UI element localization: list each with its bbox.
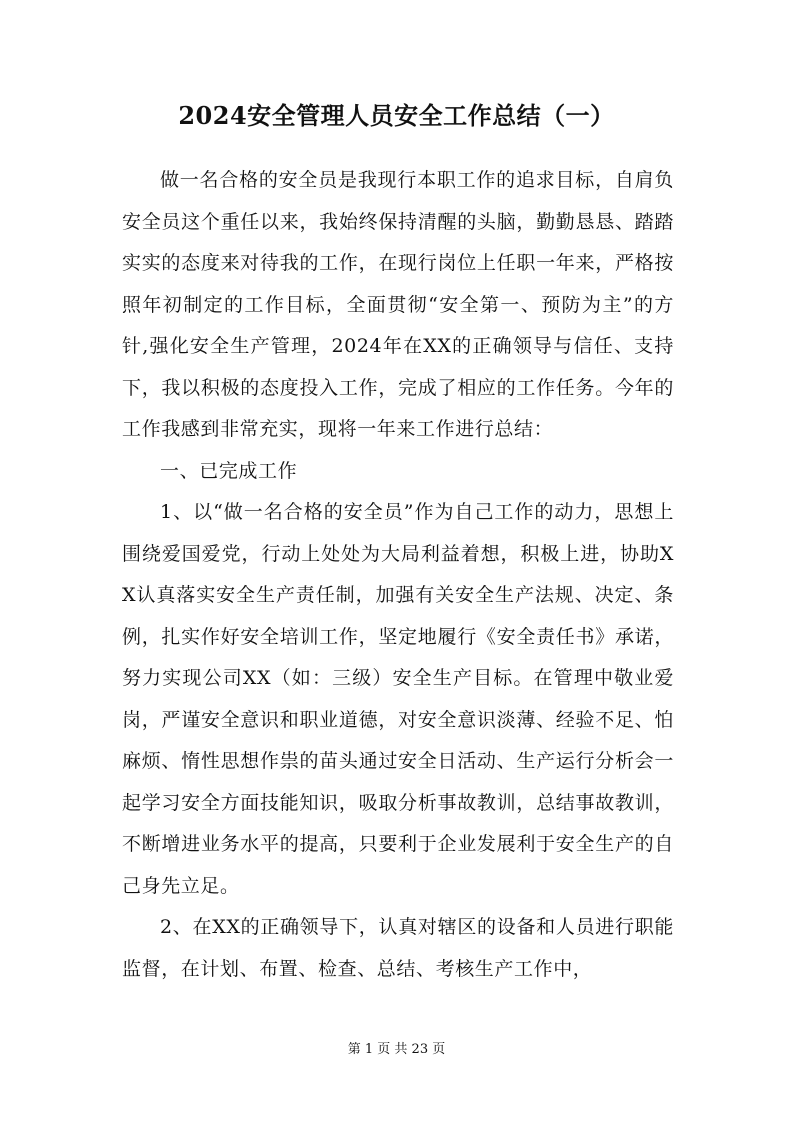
paragraph-intro: 做一名合格的安全员是我现行本职工作的追求目标，自肩负安全员这个重任以来，我始终保持清醒的头脑，勤勤恳恳、踏踏实实的态度来对待我的工作，在现行岗位上任职一年来，严格按照年初制定的工作目标，全面贯彻“安全第一、预防为主”的方针,强化安全生产管理，2024年在XX的正确领导与信任、支持下，我以积极的态度投入工作，完成了相应的工作任务。今年的工作我感到非常充实，现将一年来工作进行总结： — [122, 169, 674, 440]
document-body — [122, 160, 674, 990]
section-heading-completed-work: 一、已完成工作 — [160, 459, 298, 482]
page-number-footer: 第 1 页 共 23 页 — [347, 1042, 446, 1057]
paragraph-item-1: 1、以“做一名合格的安全员”作为自己工作的动力，思想上围绕爱国爱党，行动上处处为大局利益着想，积极上进，协助XX认真落实安全生产责任制，加强有关安全生产法规、决定、条例，扎实作好安全培训工作，坚定地履行《安全责任书》承诺，努力实现公司XX（如：三级）安全生产目标。在管理中敬业爱岗，严谨安全意识和职业道德，对安全意识淡薄、经验不足、怕麻烦、惰性思想作祟的苗头通过安全日活动、生产运行分析会一起学习安全方面技能知识，吸取分析事故教训，总结事故教训，不断增进业务水平的提高，只要利于企业发展利于安全生产的自己身先立足。 — [122, 501, 674, 897]
paragraph-item-2: 2、在XX的正确领导下，认真对辖区的设备和人员进行职能监督，在计划、布置、检查、总结、考核生产工作中， — [122, 916, 674, 980]
document-title: 2024安全管理人员安全工作总结（一） — [178, 101, 615, 130]
